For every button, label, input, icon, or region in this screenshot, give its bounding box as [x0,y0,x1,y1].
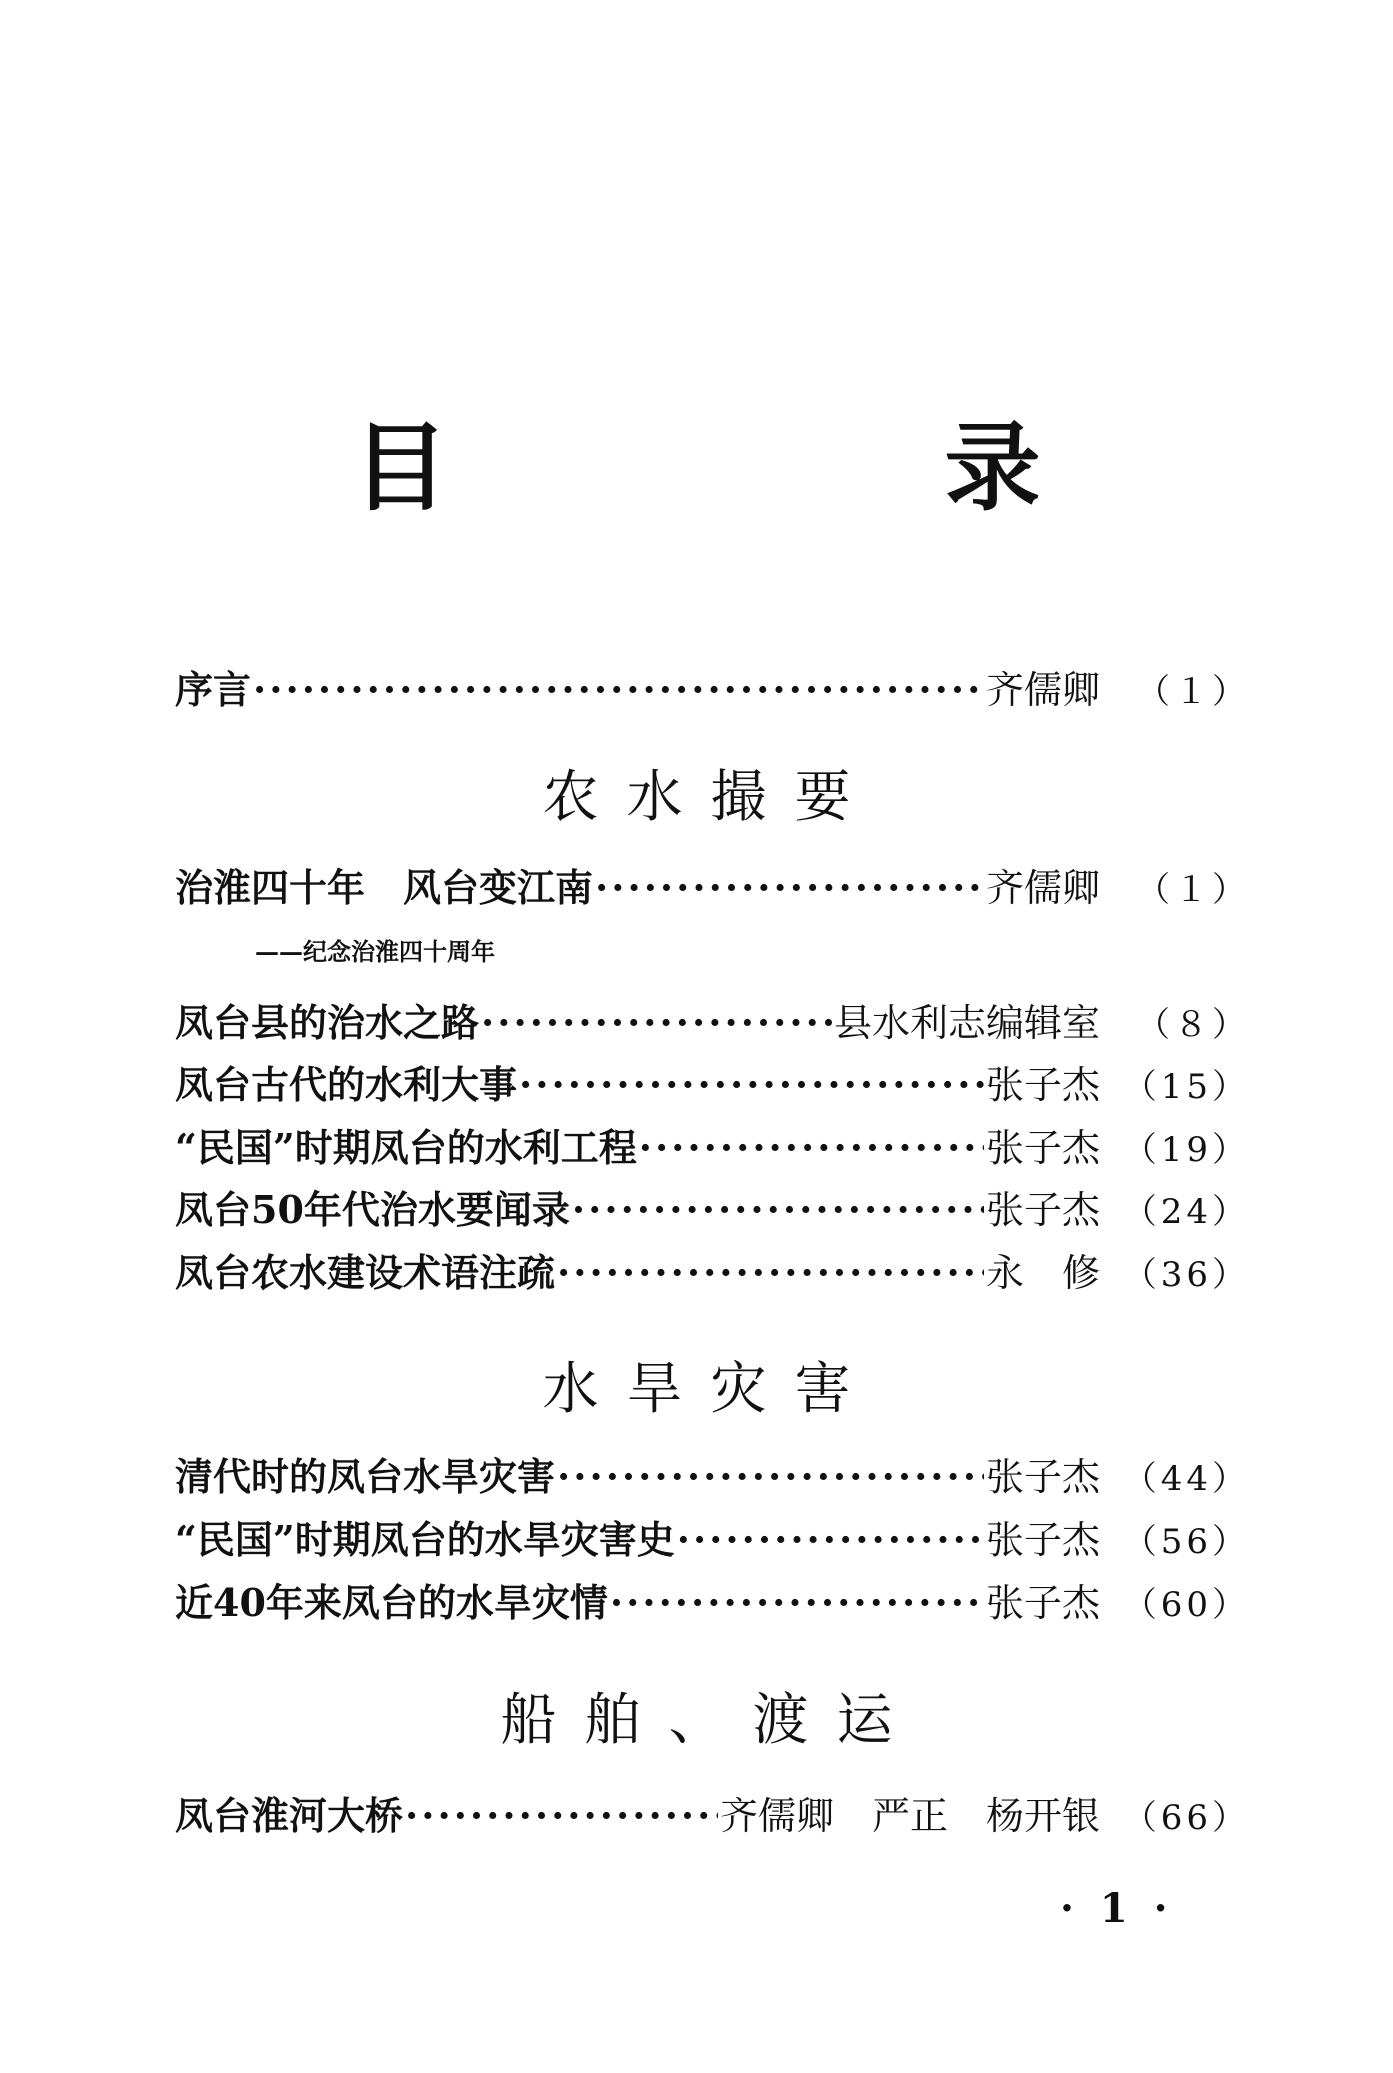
toc-entry [175,1183,1250,1237]
toc-leader-dots [405,1789,718,1843]
toc-entry-author: 张子杰 [985,1455,1100,1499]
toc-entry-page: （１） [1136,672,1250,712]
toc-entry-page: （19） [1122,1130,1250,1170]
toc-entry-subtitle: ——纪念治淮四十周年 [255,937,495,966]
toc-entry-title: 治淮四十年 风台变江南 [175,865,594,910]
toc-leader-dots [610,1576,984,1630]
toc-entry-author: 齐儒卿 [985,866,1100,910]
page-number: · 1 · [1060,1885,1174,1932]
toc-leader-dots [481,996,832,1050]
toc-entry [175,1121,1250,1175]
toc-entry-title: “民国”时期凤台的水利工程 [175,1125,637,1170]
toc-entry-page: （56） [1122,1522,1250,1562]
toc-leader-dots [572,1183,984,1237]
toc-entry-title: 凤台县的治水之路 [175,1000,480,1045]
toc-entry-page: （15） [1122,1067,1250,1107]
toc-entry [175,1058,1250,1112]
toc-entry-title: 清代时的凤台水旱灾害 [175,1454,556,1499]
toc-entry [175,1789,1250,1843]
toc-leader-dots [557,1450,984,1504]
toc-entry-author: 张子杰 [985,1581,1100,1625]
toc-entry-title: “民国”时期凤台的水旱灾害史 [175,1517,675,1562]
toc-leader-dots [519,1058,984,1112]
toc-entry [175,1513,1250,1567]
toc-entry-title: 近40年来凤台的水旱灾情 [175,1580,608,1625]
toc-entry-preface [175,663,1250,717]
toc-entry-author: 张子杰 [985,1188,1100,1232]
toc-entry-author: 张子杰 [985,1126,1100,1170]
toc-entry-page: （１） [1136,870,1250,910]
toc-entry [175,861,1250,915]
toc-entry [175,1576,1250,1630]
toc-entry-page: （60） [1122,1585,1250,1625]
toc-leader-dots [253,663,984,717]
toc-entry-page: （８） [1136,1005,1250,1045]
toc-entry [175,1246,1250,1300]
section-heading-shuihan: 水旱灾害 [542,1357,879,1422]
toc-entry-author: 永 修 [985,1251,1100,1295]
toc-entry-author: 县水利志编辑室 [833,1001,1100,1045]
toc-entry-author: 齐儒卿 [985,668,1100,712]
toc-entry-page: （24） [1122,1192,1250,1232]
toc-leader-dots [595,861,984,915]
toc-entry-title: 凤台古代的水利大事 [175,1062,518,1107]
page-title: 目 录 [352,411,1241,524]
toc-entry-page: （44） [1122,1459,1250,1499]
toc-entry-author: 张子杰 [985,1518,1100,1562]
toc-entry-title: 序言 [175,667,252,712]
toc-entry-page: （36） [1122,1255,1250,1295]
toc-entry-page: （66） [1122,1798,1250,1838]
toc-entry-title: 凤台农水建设术语注疏 [175,1250,556,1295]
toc-leader-dots [677,1513,984,1567]
section-heading-nongshui: 农水撮要 [542,765,879,830]
toc-entry [175,996,1250,1050]
toc-entry-title: 凤台50年代治水要闻录 [175,1187,570,1232]
toc-leader-dots [557,1246,984,1300]
toc-entry-author: 张子杰 [985,1063,1100,1107]
toc-entry-author: 齐儒卿 严正 杨开银 [719,1794,1100,1838]
toc-leader-dots [639,1121,984,1175]
section-heading-chuanbo: 船舶、渡运 [500,1688,921,1753]
toc-entry-title: 凤台淮河大桥 [175,1793,404,1838]
toc-entry [175,1450,1250,1504]
